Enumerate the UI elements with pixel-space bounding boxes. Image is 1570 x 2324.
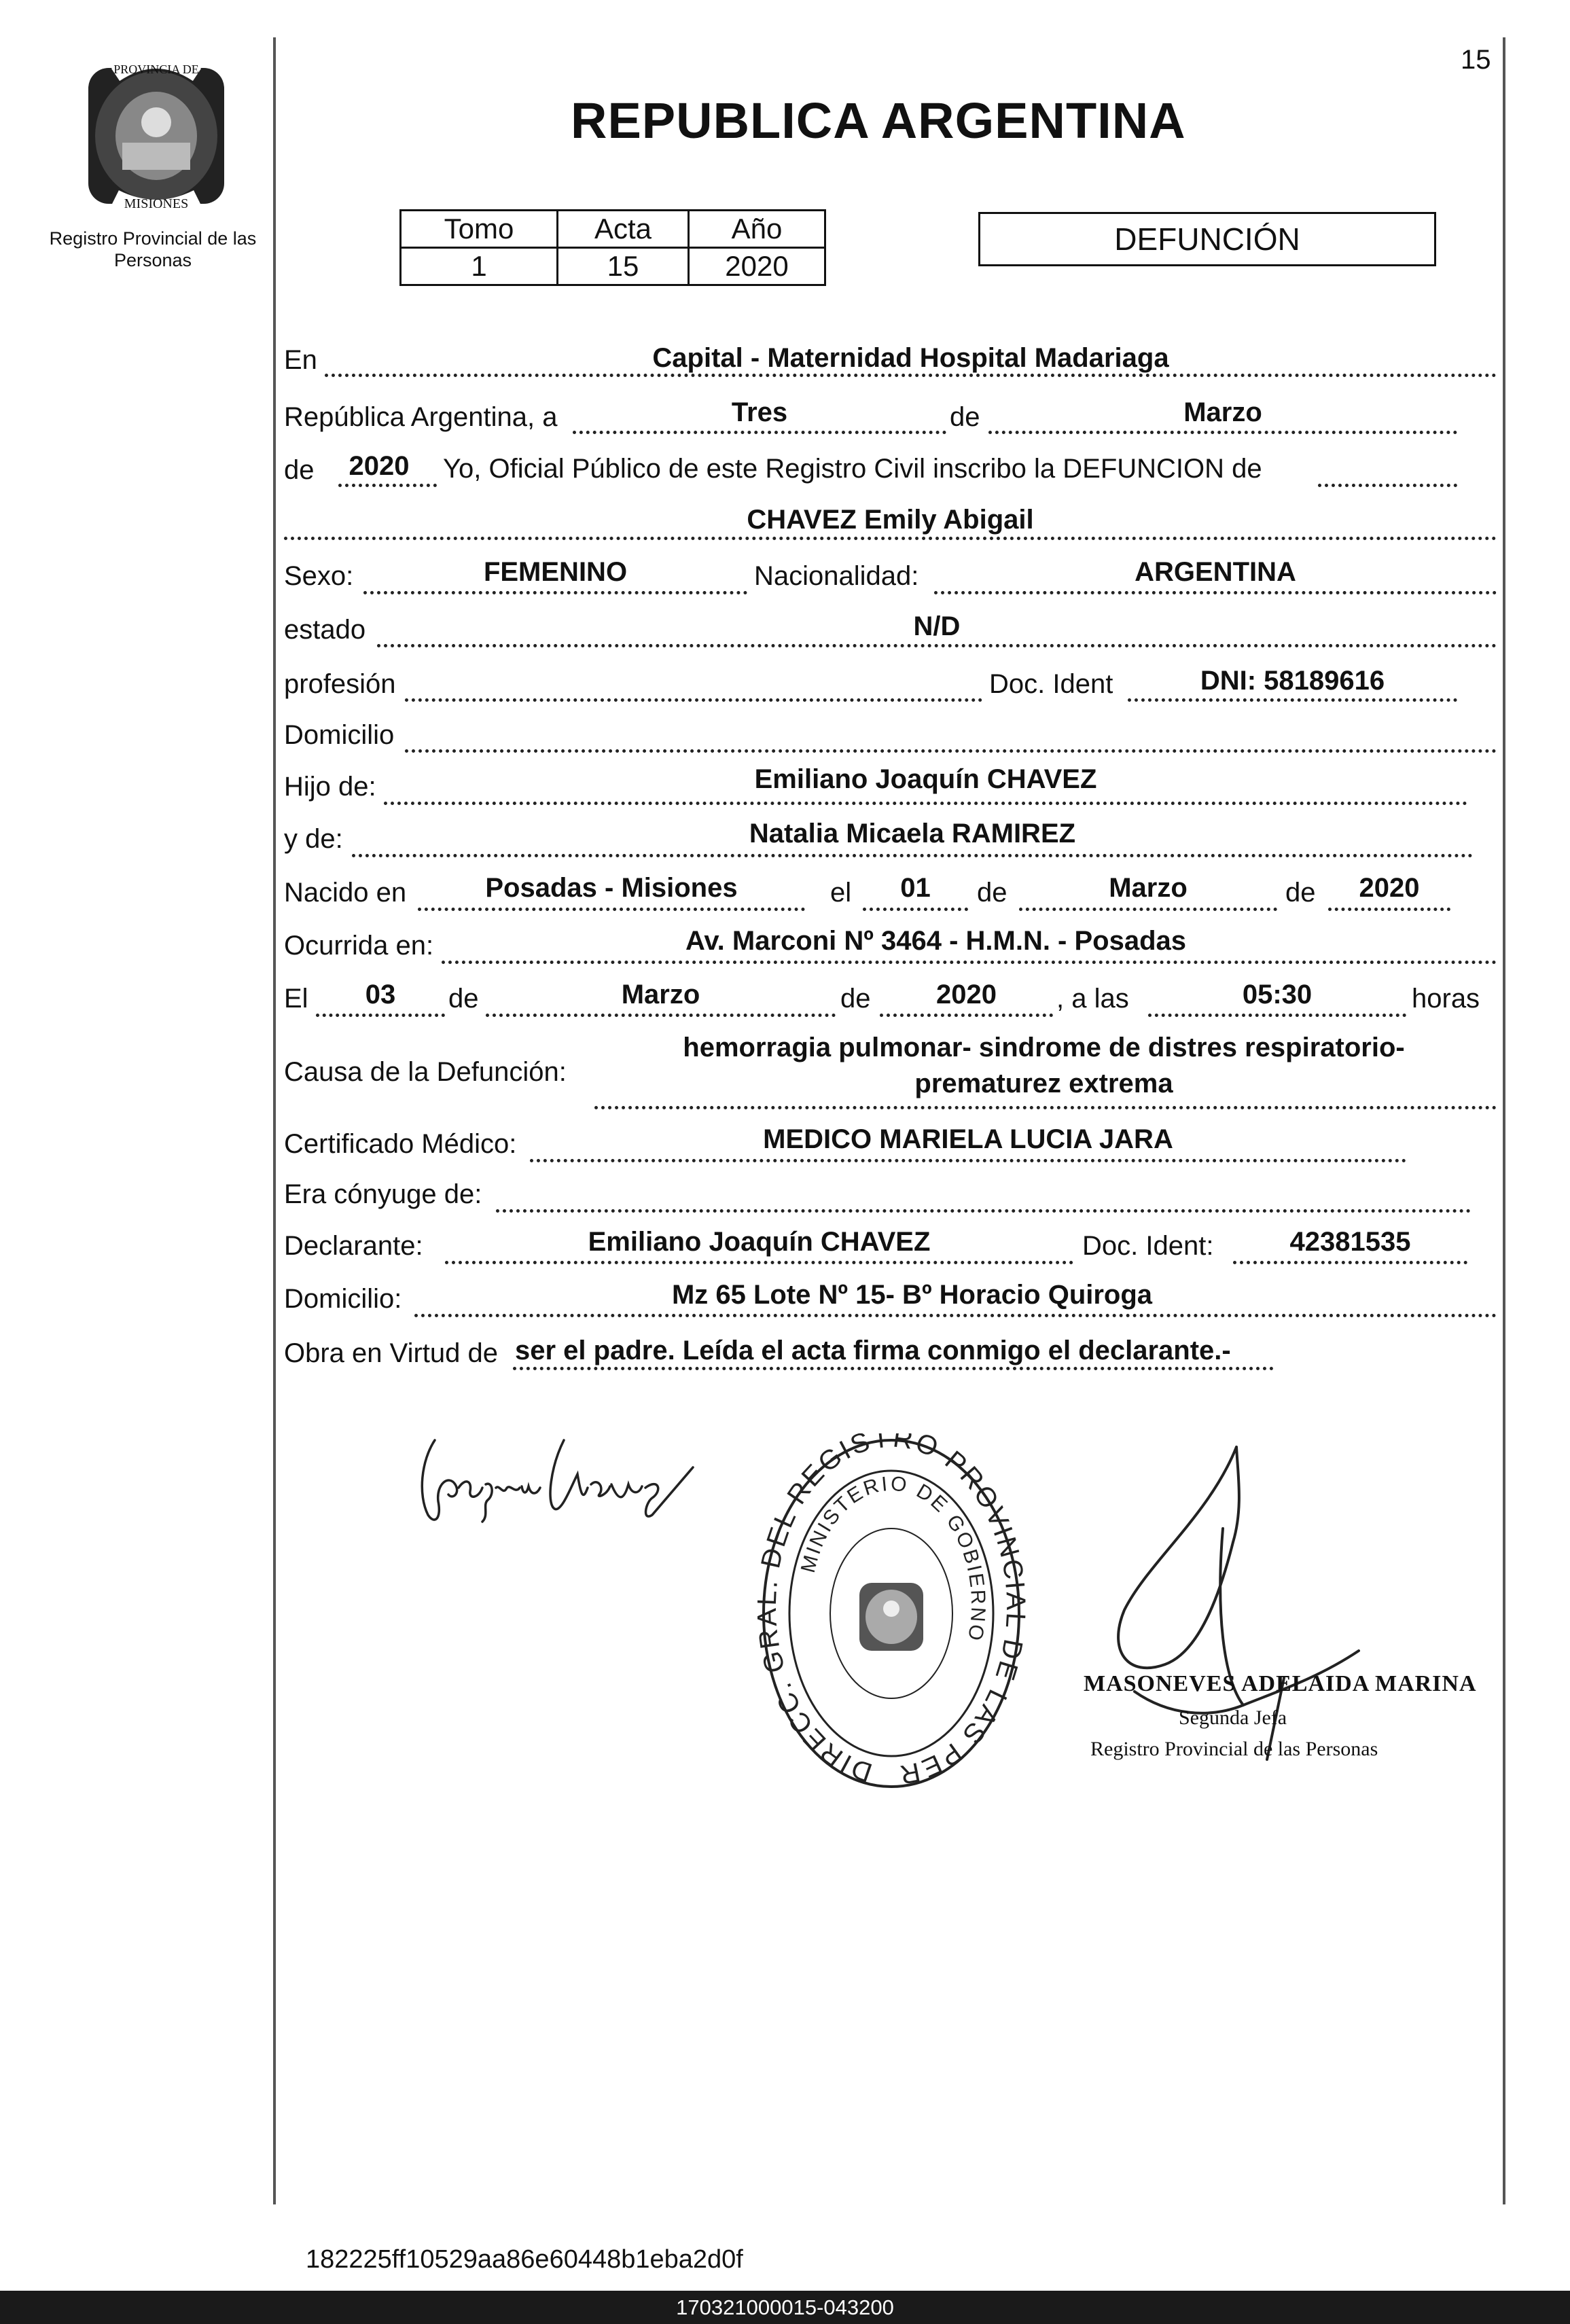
obra-label: Obra en Virtud de xyxy=(284,1338,499,1368)
declarante-label: Declarante: xyxy=(284,1231,423,1261)
month-line xyxy=(988,431,1457,434)
seal-label: Registro Provincial de las Personas xyxy=(49,228,257,270)
declarante-value: Emiliano Joaquín CHAVEZ xyxy=(588,1227,931,1257)
horas-label: horas xyxy=(1412,984,1480,1014)
domicilio2-line xyxy=(414,1314,1497,1317)
stamp-ring-text: DIRECC. G DEL REGISTRO PROVIN DE LAS PER xyxy=(757,1433,1026,1791)
de-label-1: de xyxy=(950,402,980,432)
document-code: 170321000015-043200 xyxy=(676,2295,894,2319)
domicilio-line xyxy=(405,749,1497,753)
domicilio-label: Domicilio xyxy=(284,720,395,750)
nacionalidad-line xyxy=(934,591,1497,594)
profesion-line xyxy=(405,698,982,702)
doc-ident-value: DNI: 58189616 xyxy=(1200,666,1385,696)
de-label-5: de xyxy=(448,984,479,1014)
birth-month: Marzo xyxy=(1109,873,1188,903)
death-month-line xyxy=(486,1014,836,1017)
causa-label: Causa de la Defunción: xyxy=(284,1057,567,1087)
stamp-inner-text: MINISTERIO DE GOBIERNO xyxy=(796,1472,990,1645)
profesion-label: profesión xyxy=(284,669,396,699)
death-day: 03 xyxy=(365,980,396,1009)
declarante-doc-label: Doc. Ident: xyxy=(1082,1231,1214,1261)
meta-value-ano: 2020 xyxy=(689,248,825,285)
de-label-4: de xyxy=(1285,878,1316,908)
doc-ident-line xyxy=(1128,698,1457,702)
de-label-2: de xyxy=(284,455,315,485)
birth-year-line xyxy=(1328,908,1450,911)
declarante-doc-value: 42381535 xyxy=(1289,1227,1411,1257)
death-year-line xyxy=(880,1014,1053,1017)
y-de-label: y de: xyxy=(284,824,343,854)
page-title: REPUBLICA ARGENTINA xyxy=(571,92,1186,149)
declarante-doc-line xyxy=(1233,1261,1467,1264)
el-cap-label: El xyxy=(284,984,308,1014)
obra-line xyxy=(513,1367,1274,1370)
document-hash: 182225ff10529aa86e60448b1eba2d0f xyxy=(306,2245,743,2274)
birth-year: 2020 xyxy=(1359,873,1420,903)
year-line xyxy=(338,484,437,487)
en-label: En xyxy=(284,345,317,375)
official-stamp xyxy=(757,1433,1026,1793)
en-value: Capital - Maternidad Hospital Madariaga xyxy=(652,343,1169,373)
page-number: 15 xyxy=(1461,45,1491,75)
de-label-6: de xyxy=(840,984,871,1014)
certificado-label: Certificado Médico: xyxy=(284,1129,517,1159)
hijo-line xyxy=(384,802,1467,805)
nacido-value: Posadas - Misiones xyxy=(485,873,738,903)
ocurrida-value: Av. Marconi Nº 3464 - H.M.N. - Posadas xyxy=(685,926,1187,956)
officer-office: Registro Provincial de las Personas xyxy=(1090,1738,1378,1760)
el-label: el xyxy=(830,878,852,908)
conyuge-label: Era cónyuge de: xyxy=(284,1179,482,1209)
seal-ring-bottom: MISIONES xyxy=(124,196,189,211)
causa-line xyxy=(594,1106,1497,1109)
meta-header-tomo: Tomo xyxy=(401,211,558,248)
deceased-name-line xyxy=(284,537,1497,540)
day-line xyxy=(573,431,946,434)
estado-line xyxy=(377,644,1497,647)
birth-month-line xyxy=(1019,908,1277,911)
birth-day: 01 xyxy=(900,873,931,903)
sexo-value: FEMENINO xyxy=(483,557,628,587)
sexo-line xyxy=(363,591,747,594)
month-text: Marzo xyxy=(1183,397,1262,427)
footer-bar xyxy=(0,2291,1570,2324)
meta-header-ano: Año xyxy=(689,211,825,248)
estado-label: estado xyxy=(284,615,366,645)
nacionalidad-value: ARGENTINA xyxy=(1135,557,1296,587)
inscribo-line xyxy=(1318,484,1457,487)
hijo-label: Hijo de: xyxy=(284,772,376,802)
obra-value: ser el padre. Leída el acta firma conmigo el declarante.- xyxy=(515,1336,1231,1365)
officer-name: MASONEVES ADELAIDA MARINA xyxy=(1084,1671,1477,1696)
provincial-seal xyxy=(75,48,238,217)
sexo-label: Sexo: xyxy=(284,561,354,591)
y-de-value: Natalia Micaela RAMIREZ xyxy=(749,819,1076,848)
death-time-line xyxy=(1148,1014,1406,1017)
officer-title: Segunda Jefa xyxy=(1179,1706,1287,1729)
death-year: 2020 xyxy=(936,980,997,1009)
nacionalidad-label: Nacionalidad: xyxy=(754,561,919,591)
death-time: 05:30 xyxy=(1242,980,1313,1009)
death-day-line xyxy=(316,1014,445,1017)
causa-line1: hemorragia pulmonar- sindrome de distres respiratorio- xyxy=(683,1033,1405,1062)
inscribo-text: Yo, Oficial Público de este Registro Civil inscribo la DEFUNCION de xyxy=(443,454,1262,484)
right-margin-line xyxy=(1503,37,1505,2204)
causa-line2: prematurez extrema xyxy=(914,1069,1173,1098)
deceased-name: CHAVEZ Emily Abigail xyxy=(747,505,1034,535)
domicilio2-value: Mz 65 Lote Nº 15- Bº Horacio Quiroga xyxy=(671,1280,1153,1310)
doc-ident-label: Doc. Ident xyxy=(989,669,1113,699)
record-type-box xyxy=(978,212,1436,266)
nacido-label: Nacido en xyxy=(284,878,407,908)
left-margin-line xyxy=(273,37,276,2204)
ocurrida-line xyxy=(442,961,1497,964)
death-month: Marzo xyxy=(621,980,700,1009)
year-value: 2020 xyxy=(349,451,410,481)
de-label-3: de xyxy=(977,878,1007,908)
meta-header-acta: Acta xyxy=(558,211,689,248)
conyuge-line xyxy=(496,1209,1471,1213)
hijo-value: Emiliano Joaquín CHAVEZ xyxy=(754,764,1097,794)
y-de-line xyxy=(352,854,1473,857)
birth-day-line xyxy=(863,908,968,911)
domicilio2-label: Domicilio: xyxy=(284,1284,402,1314)
declarant-signature xyxy=(408,1420,707,1529)
nacido-line xyxy=(418,908,805,911)
meta-value-acta: 15 xyxy=(558,248,689,285)
seal-ring-top: PROVINCIA DE xyxy=(113,62,199,76)
declarante-line xyxy=(445,1261,1073,1264)
day-text: Tres xyxy=(731,397,788,427)
ocurrida-label: Ocurrida en: xyxy=(284,931,434,961)
certificado-line xyxy=(530,1159,1406,1162)
estado-value: N/D xyxy=(913,611,961,641)
certificado-value: MEDICO MARIELA LUCIA JARA xyxy=(763,1124,1173,1154)
meta-value-tomo: 1 xyxy=(401,248,558,285)
record-meta-table xyxy=(399,209,826,286)
a-las-label: , a las xyxy=(1056,984,1129,1014)
record-type: DEFUNCIÓN xyxy=(1114,221,1300,257)
en-line xyxy=(325,374,1497,377)
republica-label: República Argentina, a xyxy=(284,402,558,432)
